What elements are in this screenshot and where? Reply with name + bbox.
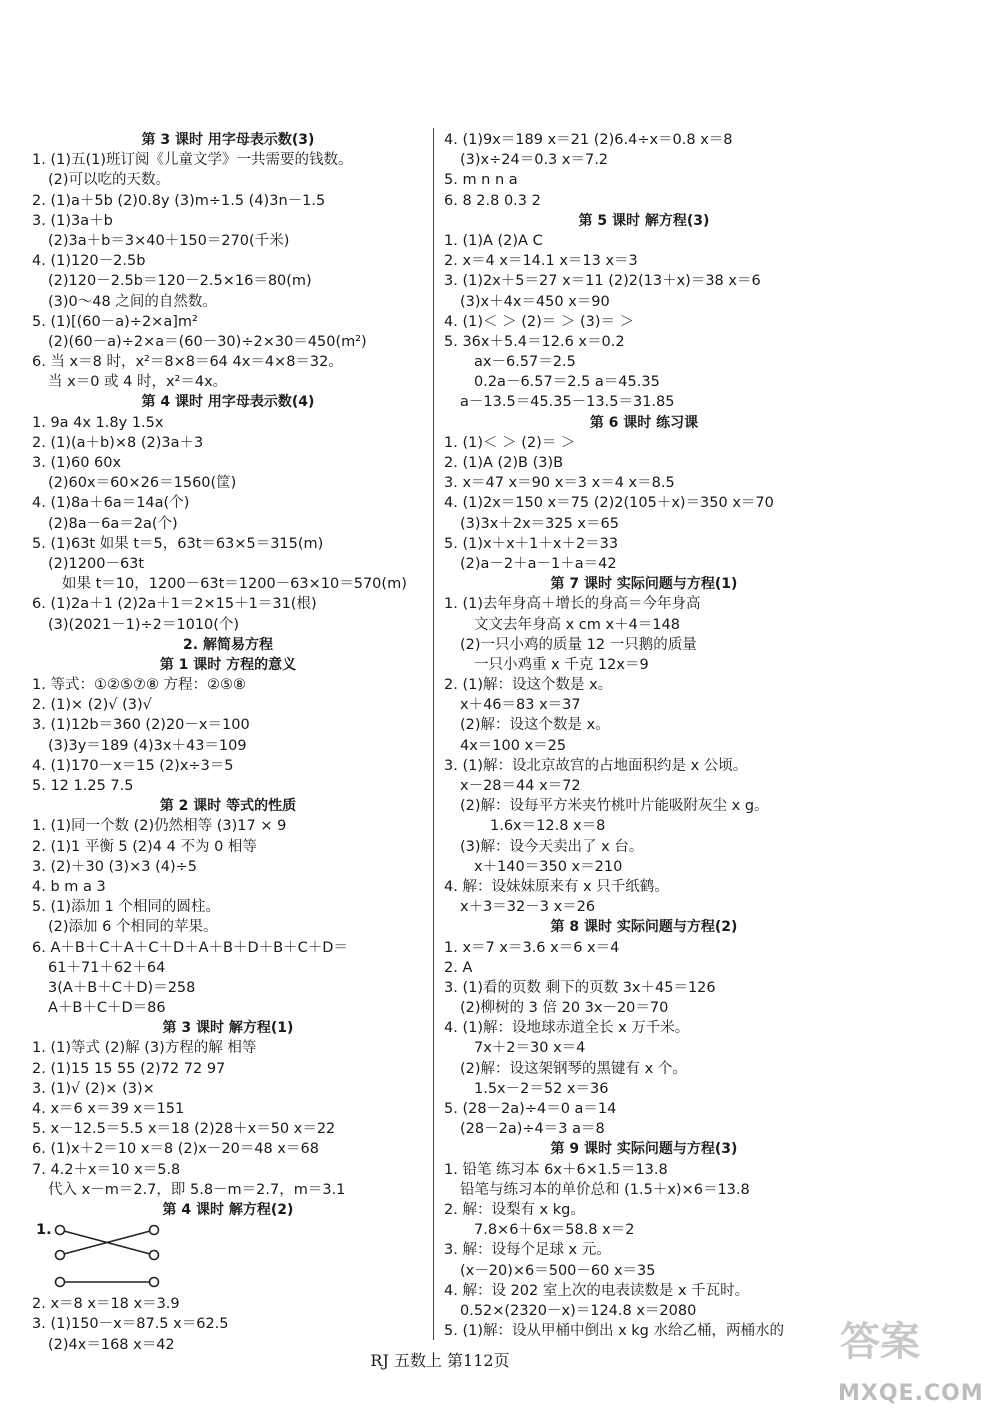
watermark-logo-icon: 答案 [840,1319,920,1365]
left-answer-line: (3)(2021－1)÷2＝1010(个) [48,616,240,633]
left-answer-line: 2. (1)15 15 55 (2)72 72 97 [32,1060,226,1077]
right-answer-line: (3)x÷24＝0.3 x＝7.2 [460,152,609,169]
section-heading: 第 5 课时 解方程(3) [578,212,710,229]
left-column [32,130,424,1355]
section-heading: 第 1 课时 方程的意义 [159,656,297,673]
right-answer-line: 1. (1)去年身高＋增长的身高＝今年身高 [444,596,701,613]
left-answer-line: 5. x－12.5＝5.5 x＝18 (2)28＋x＝50 x＝22 [32,1121,336,1138]
left-answer-line: (2)60x＝60×26＝1560(筐) [48,475,237,492]
right-answer-line: 1.6x＝12.8 x＝8 [490,818,606,835]
right-answer-line: 文文去年身高 x cm x＋4＝148 [474,616,680,633]
left-answer-line: 3. (1)3a＋b [32,212,113,229]
left-answer-line: 3. (1)150－x＝87.5 x＝62.5 [32,1316,229,1333]
left-answer-line: 2. x＝8 x＝18 x＝3.9 [32,1296,180,1313]
right-answer-line: 6. 8 2.8 0.3 2 [444,192,541,209]
section-heading: 第 4 课时 用字母表示数(4) [141,394,315,411]
left-answer-line: 1. (1)五(1)班订阅《儿童文学》一共需要的钱数。 [32,152,353,169]
watermark [838,1310,998,1410]
right-answer-line: 1. (1)＜ ＞ (2)＝ ＞ [444,434,576,451]
left-answer-line: (2)1200－63t [48,555,145,572]
left-answer-line: 3(A＋B＋C＋D)＝258 [48,979,196,996]
left-answer-line: 2. (1)(a＋b)×8 (2)3a＋3 [32,434,204,451]
matching-diagram [32,1220,424,1294]
left-answer-line: 61＋71＋62＋64 [48,959,166,976]
left-answer-line: 4. (1)120－2.5b [32,253,146,270]
left-answer-line: 5. (1)添加 1 个相同的圆柱。 [32,899,220,916]
left-answer-line: 3. (1)√ (2)× (3)× [32,1080,155,1097]
right-answer-line: (2)解：设每平方米夹竹桃叶片能吸附灰尘 x g。 [460,798,769,815]
right-answer-line: 5. (1)x＋x＋1＋x＋2＝33 [444,535,619,552]
right-answer-line: 1. 铅笔 练习本 6x＋6×1.5＝13.8 [444,1161,668,1178]
section-heading: 2. 解简易方程 [183,636,273,653]
left-answer-line: (2)添加 6 个相同的苹果。 [48,919,218,936]
right-answer-line: 7.8×6＋6x＝58.8 x＝2 [474,1222,635,1239]
right-answer-line: x－28＝44 x＝72 [460,778,581,794]
right-answer-line: x＋46＝83 x＝37 [460,697,581,714]
diagram-label: 1. [36,1222,52,1239]
right-column [444,130,844,1341]
left-answer-line: (2)8a－6a＝2a(个) [48,515,178,532]
right-answer-line: 4. (1)2x＝150 x＝75 (2)2(105＋x)＝350 x＝70 [444,495,774,512]
right-answer-line: 1. x＝7 x＝3.6 x＝6 x＝4 [444,939,620,956]
right-answer-line: 1. (1)A (2)A C [444,232,543,249]
column-divider [433,128,434,1340]
match-dot [56,1251,65,1260]
left-answer-line: 代入 x－m＝2.7，即 5.8－m＝2.7，m＝3.1 [48,1181,346,1198]
match-dot [150,1278,159,1287]
right-answer-line: 2. 解：设梨有 x kg。 [444,1201,585,1218]
right-answer-line: 5. (1)解：设从甲桶中倒出 x kg 水给乙桶，两桶水的 [444,1323,784,1340]
right-answer-line: 2. (1)A (2)B (3)B [444,455,564,471]
left-answer-line: 1. 9a 4x 1.8y 1.5x [32,414,164,431]
left-answer-line: 3. (1)60 60x [32,455,122,471]
left-answer-line: 当 x＝0 或 4 时，x²＝4x。 [48,374,228,391]
right-answer-line: 4x＝100 x＝25 [460,737,567,754]
right-answer-line: 一只小鸡重 x 千克 12x＝9 [474,656,649,673]
left-answer-line: 5. 12 1.25 7.5 [32,778,134,794]
right-answer-line: 4. 解：设妹妹原来有 x 只千纸鹤。 [444,878,669,895]
section-heading: 第 9 课时 实际问题与方程(3) [550,1141,738,1158]
right-answer-line: 3. (1)2x＋5＝27 x＝11 (2)2(13＋x)＝38 x＝6 [444,273,761,290]
right-answer-line: 7x＋2＝30 x＝4 [474,1040,586,1057]
section-heading: 第 4 课时 解方程(2) [162,1201,294,1218]
right-answer-line: (2)柳树的 3 倍 20 3x－20＝70 [460,1000,669,1017]
section-heading: 第 8 课时 实际问题与方程(2) [550,919,738,936]
right-answer-line: 3. (1)看的页数 剩下的页数 3x＋45＝126 [444,979,716,996]
left-answer-line: 5. (1)[(60－a)÷2×a]m² [32,313,198,330]
left-answer-line: 4. x＝6 x＝39 x＝151 [32,1101,185,1117]
right-answer-line: 2. (1)解：设这个数是 x。 [444,677,613,694]
watermark-text: MXQE.COM [838,1381,984,1406]
left-answer-line: (3)0～48 之间的自然数。 [48,293,217,310]
left-answer-line: 1. 等式：①②⑤⑦⑧ 方程：②⑤⑧ [32,677,247,694]
right-answer-line: 铅笔与练习本的单价总和 (1.5＋x)×6＝13.8 [460,1181,750,1198]
right-answer-line: (3)3x＋2x＝325 x＝65 [460,515,619,532]
right-answer-line: 5. m n n a [444,172,518,189]
section-heading: 第 3 课时 解方程(1) [162,1020,294,1037]
left-answer-line: 2. (1)1 平衡 5 (2)4 4 不为 0 相等 [32,838,257,855]
right-answer-line: (28－2a)÷4＝3 a＝8 [460,1121,605,1138]
right-answer-line: 1.5x－2＝52 x＝36 [474,1080,609,1097]
left-answer-line: 3. (1)12b＝360 (2)20－x＝100 [32,717,250,734]
left-answer-line: 6. 当 x＝8 时，x²＝8×8＝64 4x＝4×8＝32。 [32,354,343,371]
left-answer-line: 6. (1)2a＋1 (2)2a＋1＝2×15＋1＝31(根) [32,596,317,613]
right-answer-line: 3. 解：设每个足球 x 元。 [444,1242,611,1259]
right-answer-line: 4. 解：设 202 室上次的电表读数是 x 千瓦时。 [444,1282,750,1299]
match-dot [150,1226,159,1235]
left-answer-line: 6. (1)x＋2＝10 x＝8 (2)x－20＝48 x＝68 [32,1141,319,1158]
right-answer-line: 3. (1)解：设北京故宫的占地面积约是 x 公顷。 [444,757,748,774]
section-heading: 第 7 课时 实际问题与方程(1) [550,576,738,593]
left-answer-line: (2)120－2.5b＝120－2.5×16＝80(m) [48,273,312,290]
left-answer-line: 4. (1)170－x＝15 (2)x÷3＝5 [32,757,234,774]
match-dot [56,1226,65,1235]
section-heading: 第 6 课时 练习课 [589,414,699,431]
left-answer-line: 7. 4.2＋x＝10 x＝5.8 [32,1161,181,1178]
matching-lines-svg [50,1220,170,1294]
left-answer-line: 4. b m a 3 [32,878,106,895]
match-dot [150,1251,159,1260]
right-answer-line: ax－6.57＝2.5 [474,354,576,371]
right-answer-line: (3)解：设今天卖出了 x 台。 [460,838,644,855]
right-answer-line: (3)x＋4x＝450 x＝90 [460,293,610,310]
right-answer-line: 3. x＝47 x＝90 x＝3 x＝4 x＝8.5 [444,475,675,492]
left-answer-line: (2)4x＝168 x＝42 [48,1336,175,1353]
left-answer-line: (2)可以吃的天数。 [48,172,171,189]
left-answer-line: 3. (2)＋30 (3)×3 (4)÷5 [32,858,197,875]
left-answer-line: 4. (1)8a＋6a＝14a(个) [32,495,190,512]
right-answer-line: 4. (1)解：设地球赤道全长 x 万千米。 [444,1020,690,1037]
right-answer-line: (2)一只小鸡的质量 12 一只鹅的质量 [460,636,697,653]
left-answer-line: (2)3a＋b＝3×40＋150＝270(千米) [48,232,290,249]
right-answer-line: x＋140＝350 x＝210 [474,858,623,875]
left-answer-line: 如果 t＝10，1200－63t＝1200－63×10＝570(m) [62,576,407,593]
section-heading: 第 3 课时 用字母表示数(3) [141,132,315,148]
right-answer-line: 4. (1)9x＝189 x＝21 (2)6.4÷x＝0.8 x＝8 [444,132,733,148]
left-answer-line: (3)3y＝189 (4)3x＋43＝109 [48,737,247,754]
right-answer-line: (2)解：设这架钢琴的黑键有 x 个。 [460,1060,687,1077]
right-answer-line: 5. 36x＋5.4＝12.6 x＝0.2 [444,333,625,350]
right-answer-line: (2)解：设这个数是 x。 [460,717,610,734]
left-answer-line: 1. (1)等式 (2)解 (3)方程的解 相等 [32,1040,257,1057]
right-answer-line: 0.2a－6.57＝2.5 a＝45.35 [474,374,660,391]
right-answer-line: 4. (1)＜ ＞ (2)＝ ＞ (3)＝ ＞ [444,313,635,330]
right-answer-line: x＋3＝32－3 x＝26 [460,899,596,916]
match-dot [56,1278,65,1287]
right-answer-line: a－13.5＝45.35－13.5＝31.85 [460,394,675,411]
right-answer-line: 0.52×(2320－x)＝124.8 x＝2080 [460,1302,697,1319]
left-answer-line: (2)(60－a)÷2×a＝(60－30)÷2×30＝450(m²) [48,333,367,350]
right-answer-line: (x－20)×6＝500－60 x＝35 [460,1262,656,1279]
right-answer-line: 5. (28－2a)÷4＝0 a＝14 [444,1101,617,1117]
left-answer-line: 1. (1)同一个数 (2)仍然相等 (3)17 × 9 [32,818,287,835]
left-answer-line: 5. (1)63t 如果 t＝5，63t＝63×5＝315(m) [32,535,324,552]
left-answer-line: 2. (1)a＋5b (2)0.8y (3)m÷1.5 (4)3n－1.5 [32,192,326,209]
left-answer-line: 6. A＋B＋C＋A＋C＋D＋A＋B＋D＋B＋C＋D＝ [32,939,348,956]
right-answer-line: (2)a－2＋a－1＋a＝42 [460,555,617,572]
section-heading: 第 2 课时 等式的性质 [159,798,297,815]
left-answer-line: 2. (1)× (2)√ (3)√ [32,697,152,714]
page-footer: RJ 五数上 第112页 [370,1351,510,1370]
left-answer-line: A＋B＋C＋D＝86 [48,1000,166,1017]
right-answer-line: 2. x＝4 x＝14.1 x＝13 x＝3 [444,253,638,270]
right-answer-line: 2. A [444,959,473,976]
